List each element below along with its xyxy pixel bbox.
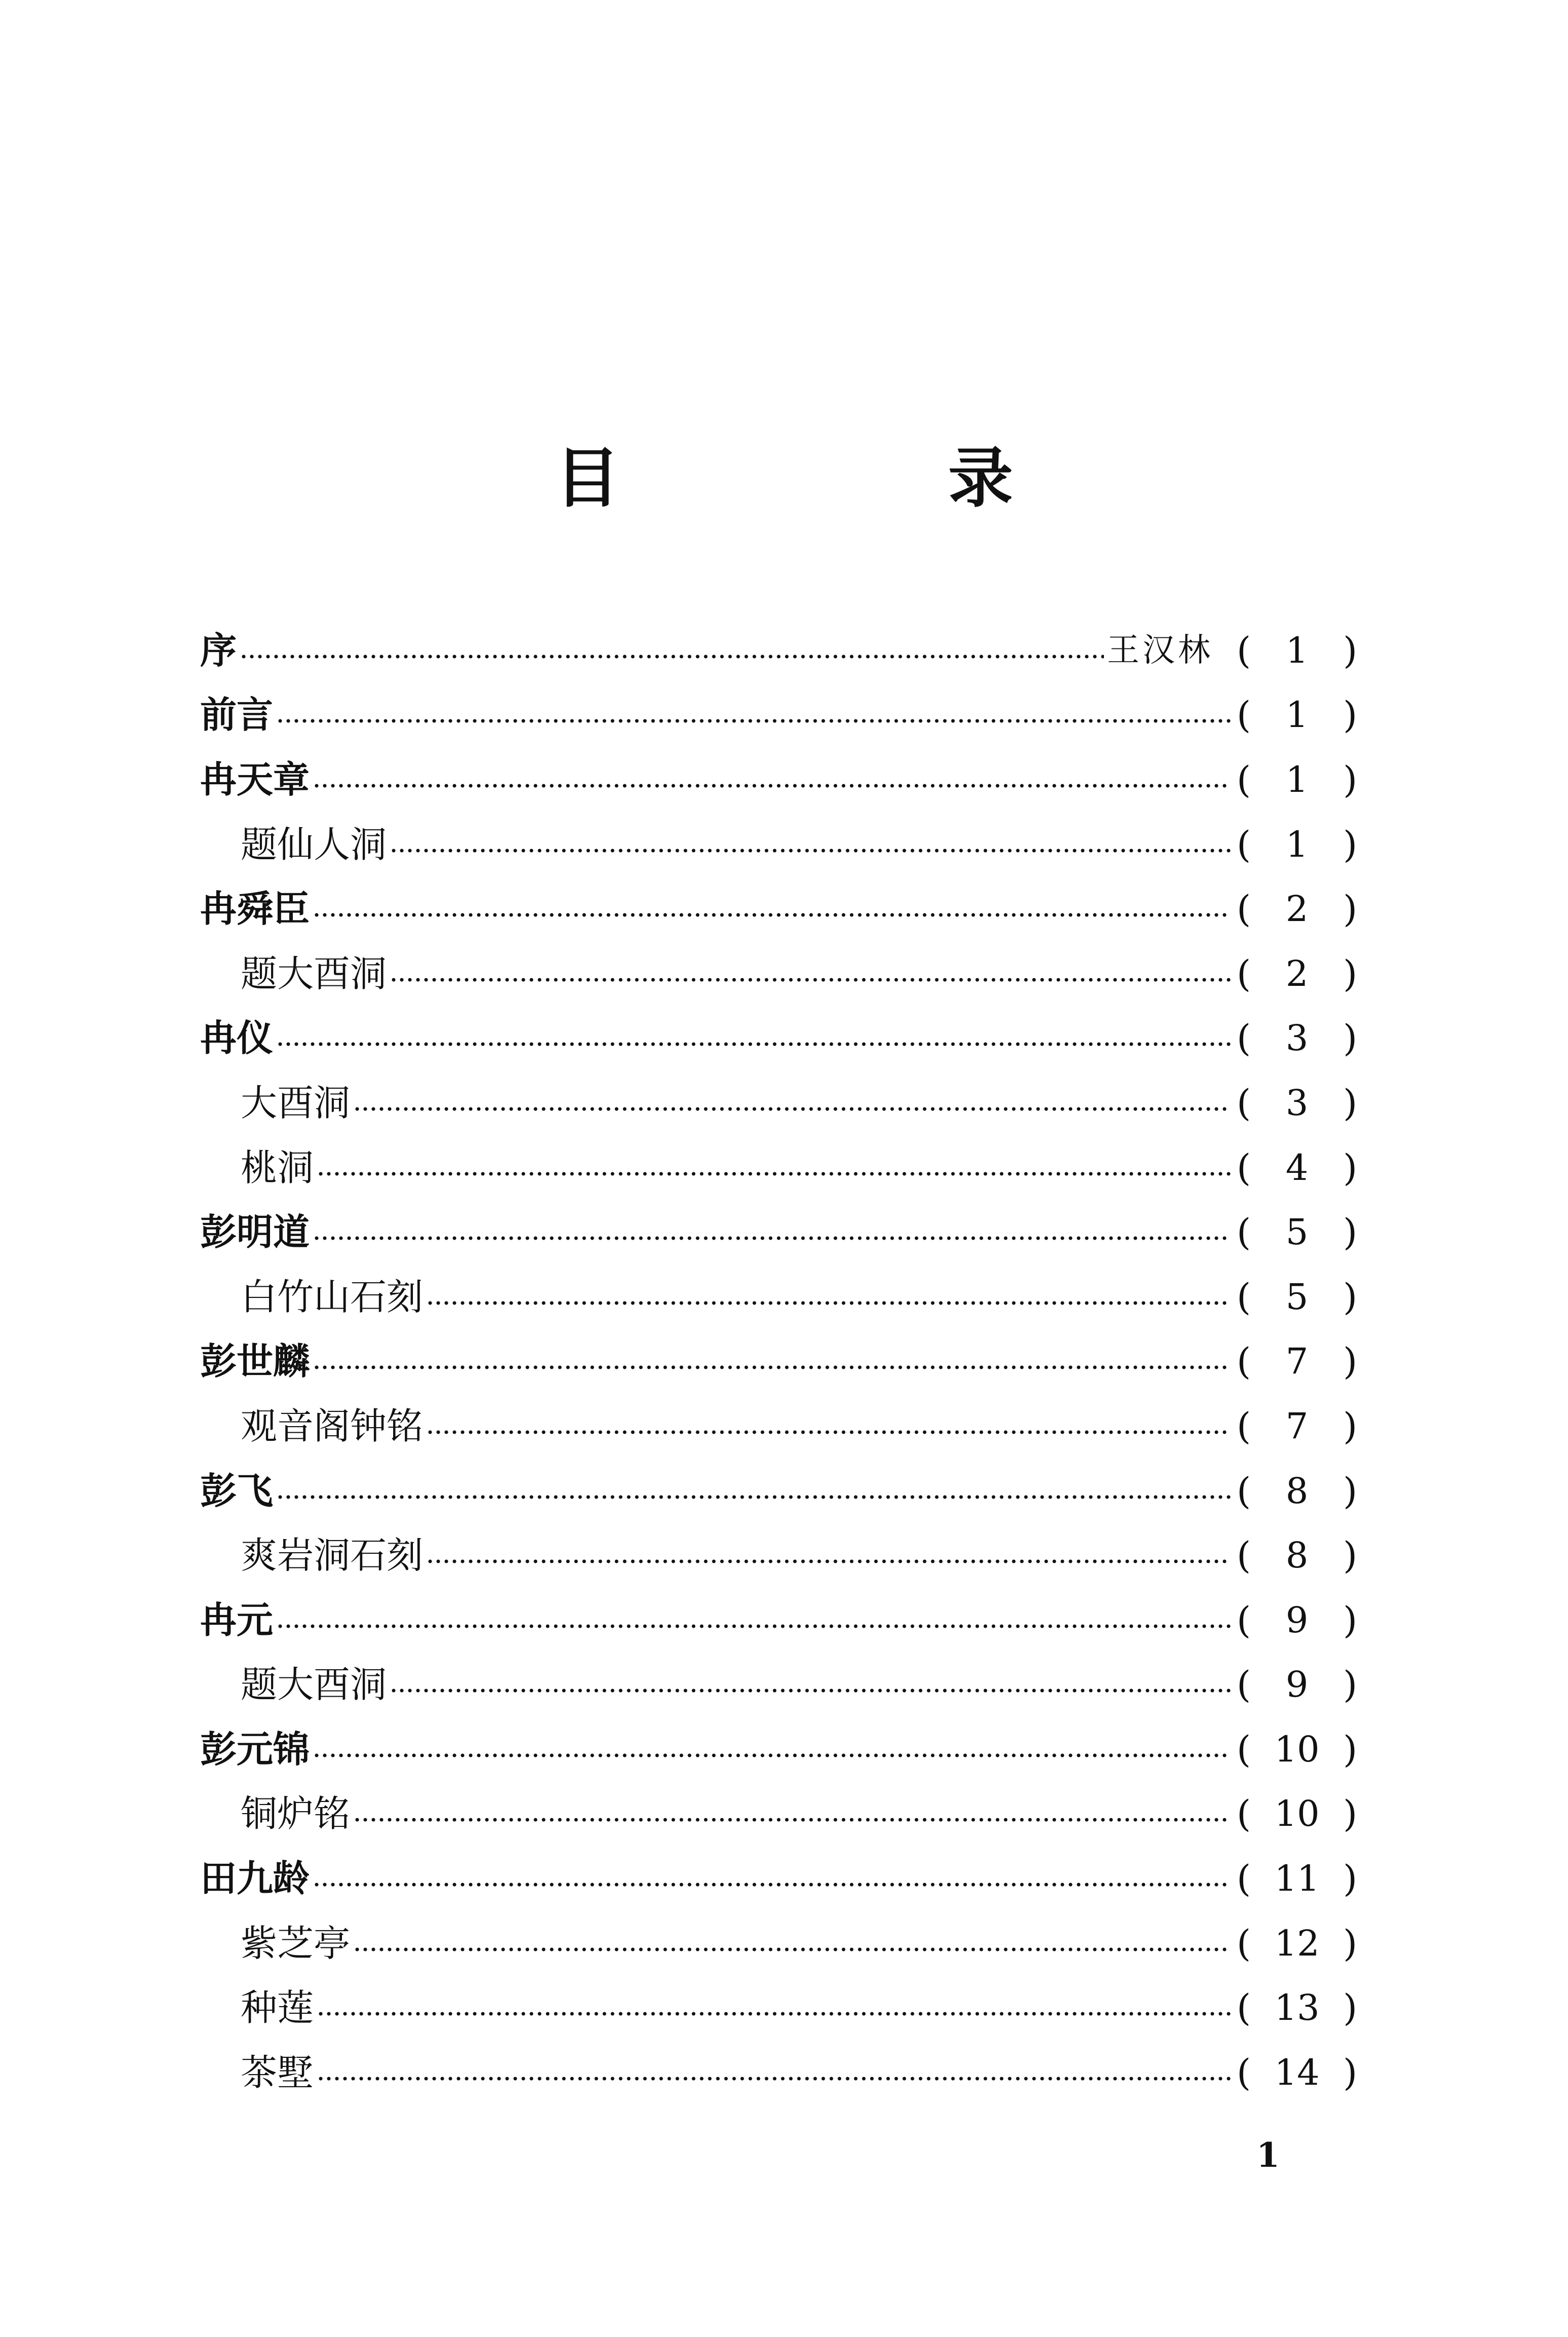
close-paren: ) bbox=[1343, 629, 1358, 672]
close-paren: ) bbox=[1343, 1146, 1358, 1189]
dot-leader bbox=[240, 654, 1104, 659]
close-paren: ) bbox=[1343, 888, 1358, 931]
toc-entry-page-number: 1 bbox=[1285, 629, 1309, 671]
toc-entry bbox=[200, 747, 1360, 812]
close-paren: ) bbox=[1343, 1081, 1358, 1124]
open-paren: ( bbox=[1236, 888, 1251, 931]
toc-entry-title: 彭世麟 bbox=[200, 1340, 310, 1383]
open-paren: ( bbox=[1236, 2051, 1251, 2094]
toc-entry-page-number: 5 bbox=[1285, 1211, 1309, 1253]
open-paren: ( bbox=[1236, 1857, 1251, 1900]
toc-entry bbox=[200, 1006, 1360, 1071]
toc-entry bbox=[200, 1782, 1360, 1847]
toc-entry-page-ref bbox=[1234, 1534, 1360, 1577]
toc-entry-page-number: 1 bbox=[1285, 694, 1309, 736]
toc-entry bbox=[200, 941, 1360, 1006]
open-paren: ( bbox=[1236, 1534, 1251, 1577]
dot-leader bbox=[426, 1300, 1231, 1306]
toc-entry-title: 彭元锦 bbox=[200, 1728, 310, 1771]
open-paren: ( bbox=[1236, 1017, 1251, 1060]
toc-entry-page-number: 7 bbox=[1285, 1340, 1309, 1383]
open-paren: ( bbox=[1236, 758, 1251, 801]
open-paren: ( bbox=[1236, 823, 1251, 866]
dot-leader bbox=[313, 1753, 1231, 1758]
dot-leader bbox=[390, 977, 1231, 982]
toc-entry-page-number: 1 bbox=[1285, 823, 1309, 865]
dot-leader bbox=[313, 912, 1231, 917]
toc-entry-title: 大酉洞 bbox=[241, 1081, 351, 1124]
toc-entry-page-ref bbox=[1234, 694, 1360, 737]
toc-entry bbox=[200, 1846, 1360, 1911]
dot-leader bbox=[276, 1495, 1231, 1500]
toc-entry-page-number: 4 bbox=[1285, 1146, 1309, 1189]
dot-leader bbox=[353, 1106, 1231, 1112]
close-paren: ) bbox=[1343, 1404, 1358, 1447]
toc-entry-page-number: 3 bbox=[1285, 1017, 1309, 1059]
open-paren: ( bbox=[1236, 629, 1251, 672]
open-paren: ( bbox=[1236, 1792, 1251, 1835]
toc-entry bbox=[200, 618, 1360, 683]
toc-entry-title: 冉元 bbox=[200, 1598, 274, 1641]
dot-leader bbox=[276, 1624, 1231, 1629]
dot-leader bbox=[353, 1817, 1231, 1822]
toc-entry-title: 紫芝亭 bbox=[241, 1922, 351, 1965]
toc-entry-page-ref bbox=[1234, 823, 1360, 866]
dot-leader bbox=[426, 1559, 1231, 1564]
toc-entry-title: 题大酉洞 bbox=[241, 1663, 387, 1706]
close-paren: ) bbox=[1343, 1469, 1358, 1512]
open-paren: ( bbox=[1236, 1081, 1251, 1124]
toc-entry bbox=[200, 683, 1360, 748]
dot-leader bbox=[313, 1882, 1231, 1887]
toc-entry-page-number: 7 bbox=[1285, 1405, 1309, 1447]
toc-entry bbox=[200, 1588, 1360, 1653]
close-paren: ) bbox=[1343, 758, 1358, 801]
toc-entry-page-number: 11 bbox=[1274, 1858, 1320, 1900]
toc-entry bbox=[200, 1459, 1360, 1523]
toc-entry-page-number: 5 bbox=[1285, 1276, 1309, 1318]
toc-entry bbox=[200, 1975, 1360, 2040]
toc-entry-page-ref bbox=[1234, 1340, 1360, 1383]
toc-entry-title: 爽岩洞石刻 bbox=[241, 1534, 424, 1577]
toc-entry-author: 王汉林 bbox=[1107, 631, 1213, 669]
toc-entry-page-ref bbox=[1234, 952, 1360, 995]
page-number: 1 bbox=[1256, 2135, 1280, 2175]
close-paren: ) bbox=[1343, 1017, 1358, 1060]
close-paren: ) bbox=[1343, 1857, 1358, 1900]
toc-entry-page-number: 9 bbox=[1285, 1664, 1309, 1706]
toc-entry bbox=[200, 1653, 1360, 1717]
toc-entry-page-ref bbox=[1234, 2051, 1360, 2094]
toc-entry-title: 田九龄 bbox=[200, 1857, 310, 1900]
open-paren: ( bbox=[1236, 1728, 1251, 1771]
toc-entry-page-ref bbox=[1234, 1598, 1360, 1641]
open-paren: ( bbox=[1236, 1404, 1251, 1447]
toc-entry-title: 冉舜臣 bbox=[200, 888, 310, 931]
toc-entry-page-number: 8 bbox=[1285, 1470, 1309, 1512]
toc-entry-page-number: 2 bbox=[1285, 952, 1309, 994]
page-title: 目 录 bbox=[555, 440, 1145, 516]
toc-entry-page-ref bbox=[1234, 1211, 1360, 1254]
toc-entry-page-number: 1 bbox=[1285, 758, 1309, 800]
open-paren: ( bbox=[1236, 1340, 1251, 1383]
close-paren: ) bbox=[1343, 1728, 1358, 1771]
toc-entry-page-ref bbox=[1234, 888, 1360, 931]
toc-entry-page-number: 9 bbox=[1285, 1599, 1309, 1641]
toc-entry-title: 茶墅 bbox=[241, 2051, 314, 2094]
close-paren: ) bbox=[1343, 694, 1358, 737]
close-paren: ) bbox=[1343, 1340, 1358, 1383]
toc-entry-page-ref bbox=[1234, 1404, 1360, 1447]
dot-leader bbox=[390, 1688, 1231, 1693]
toc-entry bbox=[200, 1329, 1360, 1394]
dot-leader bbox=[313, 1365, 1231, 1370]
toc-entry bbox=[200, 1135, 1360, 1200]
close-paren: ) bbox=[1343, 1275, 1358, 1318]
dot-leader bbox=[313, 1236, 1231, 1241]
dot-leader bbox=[276, 718, 1231, 723]
dot-leader bbox=[317, 2011, 1231, 2016]
table-of-contents bbox=[200, 618, 1360, 2105]
close-paren: ) bbox=[1343, 1986, 1358, 2029]
toc-entry bbox=[200, 1523, 1360, 1588]
close-paren: ) bbox=[1343, 1598, 1358, 1641]
toc-entry bbox=[200, 1717, 1360, 1782]
toc-entry-page-ref bbox=[1234, 1146, 1360, 1189]
toc-entry-page-number: 12 bbox=[1274, 1922, 1320, 1964]
toc-entry-page-ref bbox=[1234, 629, 1360, 672]
toc-entry-title: 白竹山石刻 bbox=[241, 1275, 424, 1318]
dot-leader bbox=[390, 848, 1231, 853]
open-paren: ( bbox=[1236, 1598, 1251, 1641]
close-paren: ) bbox=[1343, 1663, 1358, 1706]
close-paren: ) bbox=[1343, 1534, 1358, 1577]
dot-leader bbox=[317, 1171, 1231, 1176]
toc-entry bbox=[200, 1911, 1360, 1976]
open-paren: ( bbox=[1236, 1922, 1251, 1965]
toc-entry-title: 观音阁钟铭 bbox=[241, 1404, 424, 1447]
toc-entry-page-ref bbox=[1234, 1081, 1360, 1124]
close-paren: ) bbox=[1343, 1211, 1358, 1254]
toc-entry bbox=[200, 876, 1360, 941]
toc-entry-page-number: 13 bbox=[1274, 1987, 1320, 2029]
toc-entry-title: 桃洞 bbox=[241, 1146, 314, 1189]
toc-entry bbox=[200, 1265, 1360, 1329]
open-paren: ( bbox=[1236, 1986, 1251, 2029]
open-paren: ( bbox=[1236, 1146, 1251, 1189]
toc-entry-page-ref bbox=[1234, 1728, 1360, 1771]
toc-entry bbox=[200, 1070, 1360, 1135]
toc-entry-page-ref bbox=[1234, 1663, 1360, 1706]
toc-entry-page-number: 10 bbox=[1274, 1793, 1320, 1835]
close-paren: ) bbox=[1343, 2051, 1358, 2094]
toc-entry-title: 题大酉洞 bbox=[241, 952, 387, 995]
dot-leader bbox=[426, 1430, 1231, 1435]
toc-entry-title: 冉天章 bbox=[200, 758, 310, 801]
toc-entry-page-number: 14 bbox=[1274, 2051, 1320, 2093]
open-paren: ( bbox=[1236, 1211, 1251, 1254]
toc-entry bbox=[200, 2040, 1360, 2105]
toc-entry bbox=[200, 812, 1360, 877]
toc-entry-page-number: 3 bbox=[1285, 1082, 1309, 1124]
toc-entry-title: 题仙人洞 bbox=[241, 823, 387, 866]
toc-entry-page-ref bbox=[1234, 1922, 1360, 1965]
toc-entry-page-number: 8 bbox=[1285, 1535, 1309, 1577]
open-paren: ( bbox=[1236, 1275, 1251, 1318]
toc-entry bbox=[200, 1200, 1360, 1265]
dot-leader bbox=[353, 1947, 1231, 1952]
toc-entry-title: 冉仪 bbox=[200, 1017, 274, 1060]
dot-leader bbox=[313, 783, 1231, 788]
close-paren: ) bbox=[1343, 1922, 1358, 1965]
toc-entry-title: 序 bbox=[200, 629, 237, 672]
toc-entry-title: 彭明道 bbox=[200, 1211, 310, 1254]
toc-entry-title: 前言 bbox=[200, 694, 274, 737]
toc-entry-page-number: 2 bbox=[1285, 888, 1309, 930]
close-paren: ) bbox=[1343, 823, 1358, 866]
toc-entry-page-ref bbox=[1234, 758, 1360, 801]
dot-leader bbox=[276, 1042, 1231, 1047]
close-paren: ) bbox=[1343, 952, 1358, 995]
toc-entry-page-ref bbox=[1234, 1986, 1360, 2029]
toc-entry-title: 铜炉铭 bbox=[241, 1792, 351, 1835]
toc-entry-page-ref bbox=[1234, 1792, 1360, 1835]
dot-leader bbox=[317, 2076, 1231, 2081]
toc-entry bbox=[200, 1394, 1360, 1459]
toc-entry-title: 种莲 bbox=[241, 1986, 314, 2029]
open-paren: ( bbox=[1236, 694, 1251, 737]
open-paren: ( bbox=[1236, 1663, 1251, 1706]
open-paren: ( bbox=[1236, 952, 1251, 995]
toc-entry-page-ref bbox=[1234, 1017, 1360, 1060]
open-paren: ( bbox=[1236, 1469, 1251, 1512]
toc-entry-page-ref bbox=[1234, 1469, 1360, 1512]
toc-entry-title: 彭飞 bbox=[200, 1469, 274, 1512]
toc-entry-page-ref bbox=[1234, 1857, 1360, 1900]
close-paren: ) bbox=[1343, 1792, 1358, 1835]
toc-entry-page-number: 10 bbox=[1274, 1728, 1320, 1770]
toc-entry-page-ref bbox=[1234, 1275, 1360, 1318]
